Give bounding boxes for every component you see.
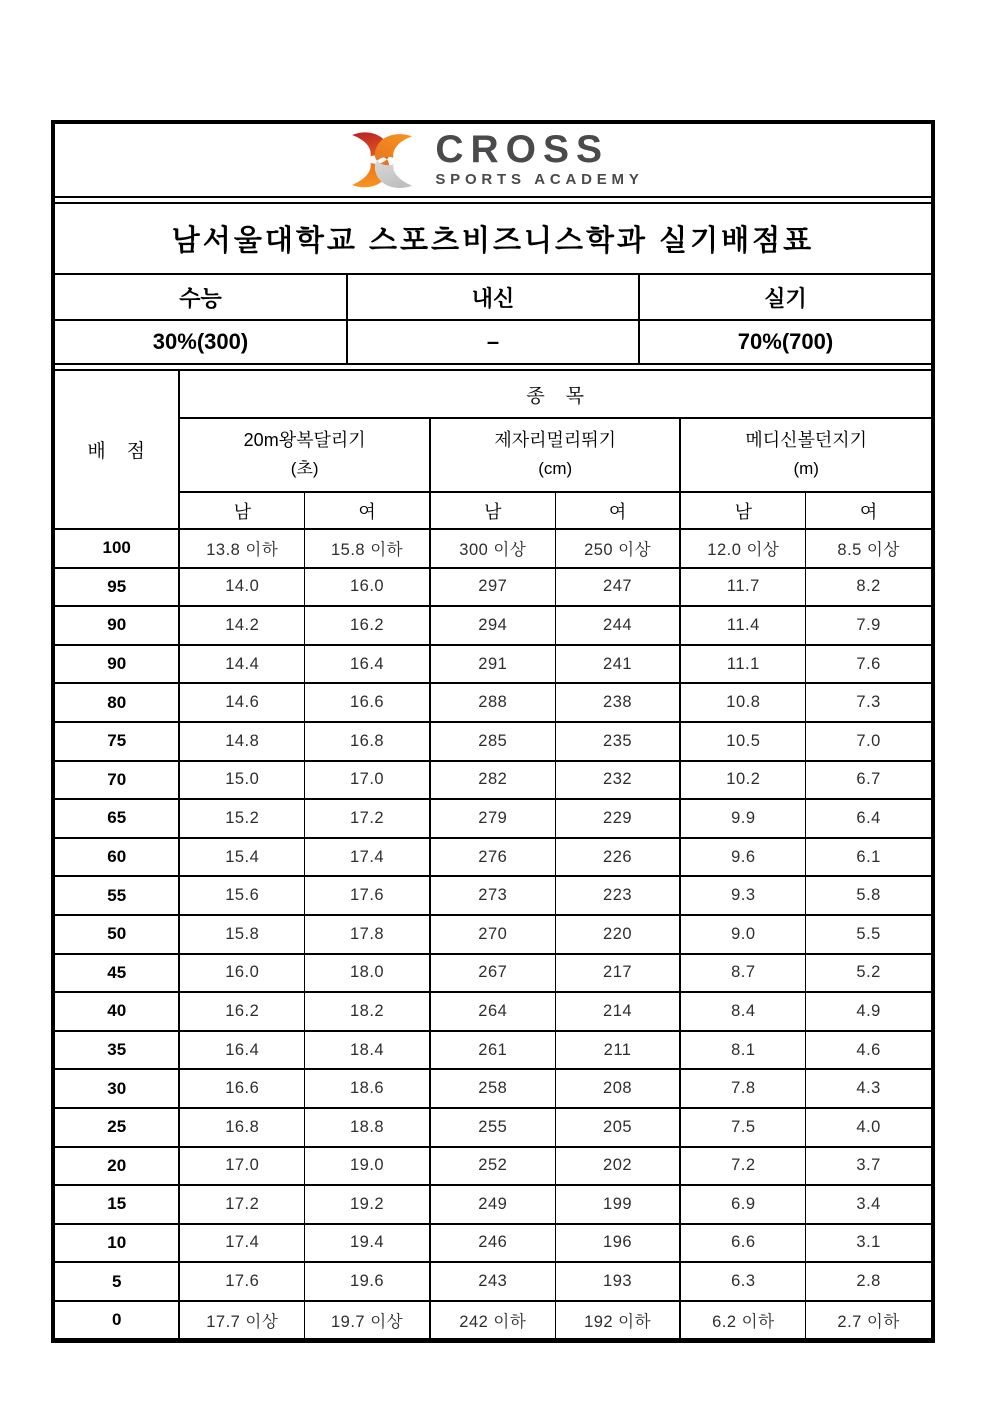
record-cell: 18.8	[305, 1108, 430, 1147]
record-cell: 12.0 이상	[680, 529, 805, 568]
record-cell: 17.0	[179, 1147, 304, 1186]
ratio-header-suneung: 수능	[55, 275, 347, 320]
record-cell: 17.4	[305, 838, 430, 877]
record-cell: 238	[555, 683, 680, 722]
record-cell: 7.3	[806, 683, 931, 722]
record-cell: 208	[555, 1069, 680, 1108]
record-cell: 8.2	[806, 568, 931, 607]
record-cell: 6.7	[806, 761, 931, 800]
record-cell: 19.6	[305, 1262, 430, 1301]
record-cell: 17.0	[305, 761, 430, 800]
record-cell: 279	[430, 799, 555, 838]
record-cell: 264	[430, 992, 555, 1031]
record-cell: 15.6	[179, 876, 304, 915]
record-cell: 8.4	[680, 992, 805, 1031]
record-cell: 18.6	[305, 1069, 430, 1108]
event-unit: (초)	[290, 459, 319, 478]
record-cell: 291	[430, 645, 555, 684]
record-cell: 16.6	[305, 683, 430, 722]
record-cell: 19.2	[305, 1185, 430, 1224]
event-name: 20m왕복달리기	[243, 430, 366, 451]
score-value-cell: 65	[55, 799, 179, 838]
score-row	[55, 529, 931, 568]
record-cell: 16.8	[179, 1108, 304, 1147]
record-cell: 229	[555, 799, 680, 838]
record-cell: 8.7	[680, 954, 805, 993]
record-cell: 16.6	[179, 1069, 304, 1108]
record-cell: 14.6	[179, 683, 304, 722]
record-cell: 9.3	[680, 876, 805, 915]
record-cell: 202	[555, 1147, 680, 1186]
gender-header-row	[55, 492, 931, 529]
score-value-cell: 10	[55, 1224, 179, 1263]
record-cell: 15.0	[179, 761, 304, 800]
gender-male: 남	[179, 492, 304, 529]
score-row	[55, 722, 931, 761]
score-table-body	[55, 529, 931, 1338]
event-unit: (cm)	[538, 459, 573, 478]
record-cell: 282	[430, 761, 555, 800]
record-cell: 223	[555, 876, 680, 915]
score-row	[55, 568, 931, 607]
score-corner-label: 배 점	[55, 371, 179, 529]
score-value-cell: 95	[55, 568, 179, 607]
record-cell: 19.7 이상	[305, 1301, 430, 1339]
score-value-cell: 20	[55, 1147, 179, 1186]
record-cell: 9.6	[680, 838, 805, 877]
gender-female: 여	[806, 492, 931, 529]
score-value-cell: 35	[55, 1031, 179, 1070]
score-row	[55, 954, 931, 993]
record-cell: 3.1	[806, 1224, 931, 1263]
score-value-cell: 90	[55, 606, 179, 645]
record-cell: 249	[430, 1185, 555, 1224]
score-row	[55, 1301, 931, 1339]
record-cell: 19.4	[305, 1224, 430, 1263]
record-cell: 6.2 이하	[680, 1301, 805, 1339]
score-value-cell: 75	[55, 722, 179, 761]
record-cell: 15.8	[179, 915, 304, 954]
record-cell: 217	[555, 954, 680, 993]
record-cell: 19.0	[305, 1147, 430, 1186]
record-cell: 6.6	[680, 1224, 805, 1263]
events-group-label: 종 목	[179, 371, 931, 418]
logo-band	[55, 124, 931, 196]
record-cell: 14.0	[179, 568, 304, 607]
record-cell: 11.4	[680, 606, 805, 645]
score-value-cell: 60	[55, 838, 179, 877]
record-cell: 17.2	[305, 799, 430, 838]
record-cell: 6.4	[806, 799, 931, 838]
record-cell: 15.8 이하	[305, 529, 430, 568]
record-cell: 226	[555, 838, 680, 877]
record-cell: 10.5	[680, 722, 805, 761]
record-cell: 261	[430, 1031, 555, 1070]
record-cell: 17.6	[179, 1262, 304, 1301]
record-cell: 220	[555, 915, 680, 954]
record-cell: 288	[430, 683, 555, 722]
score-row	[55, 1108, 931, 1147]
record-cell: 8.5 이상	[806, 529, 931, 568]
record-cell: 5.8	[806, 876, 931, 915]
record-cell: 6.1	[806, 838, 931, 877]
record-cell: 242 이하	[430, 1301, 555, 1339]
record-cell: 8.1	[680, 1031, 805, 1070]
score-value-cell: 30	[55, 1069, 179, 1108]
page-title: 남서울대학교 스포츠비즈니스학과 실기배점표	[55, 204, 931, 275]
record-cell: 252	[430, 1147, 555, 1186]
score-row	[55, 876, 931, 915]
ratio-header-naesin: 내신	[347, 275, 639, 320]
record-cell: 11.7	[680, 568, 805, 607]
record-cell: 300 이상	[430, 529, 555, 568]
record-cell: 17.7 이상	[179, 1301, 304, 1339]
score-row	[55, 1031, 931, 1070]
record-cell: 247	[555, 568, 680, 607]
record-cell: 276	[430, 838, 555, 877]
record-cell: 285	[430, 722, 555, 761]
record-cell: 243	[430, 1262, 555, 1301]
score-value-cell: 50	[55, 915, 179, 954]
event-shuttle-run	[179, 418, 430, 492]
ratio-header-silgi: 실기	[639, 275, 931, 320]
record-cell: 4.6	[806, 1031, 931, 1070]
record-cell: 6.3	[680, 1262, 805, 1301]
event-names-row	[55, 418, 931, 492]
record-cell: 211	[555, 1031, 680, 1070]
score-value-cell: 45	[55, 954, 179, 993]
record-cell: 3.7	[806, 1147, 931, 1186]
record-cell: 3.4	[806, 1185, 931, 1224]
record-cell: 205	[555, 1108, 680, 1147]
record-cell: 15.2	[179, 799, 304, 838]
record-cell: 16.4	[305, 645, 430, 684]
score-value-cell: 70	[55, 761, 179, 800]
record-cell: 255	[430, 1108, 555, 1147]
score-value-cell: 40	[55, 992, 179, 1031]
record-cell: 10.2	[680, 761, 805, 800]
score-value-cell: 15	[55, 1185, 179, 1224]
record-cell: 14.4	[179, 645, 304, 684]
ratio-table	[55, 275, 931, 363]
gender-male: 남	[430, 492, 555, 529]
ratio-value-row	[55, 320, 931, 363]
record-cell: 246	[430, 1224, 555, 1263]
score-row	[55, 761, 931, 800]
record-cell: 7.9	[806, 606, 931, 645]
record-cell: 258	[430, 1069, 555, 1108]
score-value-cell: 25	[55, 1108, 179, 1147]
event-unit: (m)	[793, 459, 819, 478]
record-cell: 9.0	[680, 915, 805, 954]
record-cell: 273	[430, 876, 555, 915]
record-cell: 17.2	[179, 1185, 304, 1224]
ratio-header-row	[55, 275, 931, 320]
score-row	[55, 683, 931, 722]
ratio-table-section	[55, 275, 931, 365]
event-group-row	[55, 371, 931, 418]
record-cell: 214	[555, 992, 680, 1031]
record-cell: 17.6	[305, 876, 430, 915]
record-cell: 16.0	[305, 568, 430, 607]
record-cell: 17.4	[179, 1224, 304, 1263]
record-cell: 250 이상	[555, 529, 680, 568]
ratio-value-suneung: 30%(300)	[55, 320, 347, 363]
record-cell: 235	[555, 722, 680, 761]
score-value-cell: 55	[55, 876, 179, 915]
record-cell: 7.6	[806, 645, 931, 684]
logo-wordmark	[435, 128, 644, 188]
record-cell: 270	[430, 915, 555, 954]
record-cell: 16.2	[179, 992, 304, 1031]
record-cell: 14.2	[179, 606, 304, 645]
score-value-cell: 100	[55, 529, 179, 568]
record-cell: 7.5	[680, 1108, 805, 1147]
score-value-cell: 0	[55, 1301, 179, 1339]
cross-x-swoosh-icon	[342, 130, 422, 190]
record-cell: 7.8	[680, 1069, 805, 1108]
record-cell: 294	[430, 606, 555, 645]
event-name: 제자리멀리뛰기	[494, 430, 617, 451]
record-cell: 4.3	[806, 1069, 931, 1108]
record-cell: 18.4	[305, 1031, 430, 1070]
double-divider	[55, 196, 931, 204]
score-row	[55, 1262, 931, 1301]
record-cell: 2.7 이하	[806, 1301, 931, 1339]
score-value-cell: 5	[55, 1262, 179, 1301]
event-medicine-ball-throw	[680, 418, 931, 492]
ratio-value-silgi: 70%(700)	[639, 320, 931, 363]
record-cell: 13.8 이하	[179, 529, 304, 568]
record-cell: 241	[555, 645, 680, 684]
record-cell: 244	[555, 606, 680, 645]
gender-male: 남	[680, 492, 805, 529]
ratio-value-naesin: –	[347, 320, 639, 363]
record-cell: 7.0	[806, 722, 931, 761]
record-cell: 7.2	[680, 1147, 805, 1186]
record-cell: 16.8	[305, 722, 430, 761]
score-table-section	[55, 369, 931, 1338]
brand-name: CROSS	[435, 128, 610, 172]
score-row	[55, 799, 931, 838]
score-row	[55, 1147, 931, 1186]
record-cell: 15.4	[179, 838, 304, 877]
record-cell: 16.0	[179, 954, 304, 993]
record-cell: 6.9	[680, 1185, 805, 1224]
brand-subtitle: SPORTS ACADEMY	[435, 170, 644, 188]
event-standing-long-jump	[430, 418, 681, 492]
record-cell: 267	[430, 954, 555, 993]
gender-female: 여	[555, 492, 680, 529]
score-row	[55, 1185, 931, 1224]
score-value-cell: 90	[55, 645, 179, 684]
score-table	[55, 371, 931, 1338]
score-row	[55, 1069, 931, 1108]
record-cell: 18.0	[305, 954, 430, 993]
score-row	[55, 992, 931, 1031]
record-cell: 297	[430, 568, 555, 607]
score-value-cell: 80	[55, 683, 179, 722]
record-cell: 5.5	[806, 915, 931, 954]
record-cell: 4.0	[806, 1108, 931, 1147]
record-cell: 14.8	[179, 722, 304, 761]
record-cell: 16.2	[305, 606, 430, 645]
score-row	[55, 1224, 931, 1263]
score-row	[55, 915, 931, 954]
record-cell: 10.8	[680, 683, 805, 722]
record-cell: 193	[555, 1262, 680, 1301]
record-cell: 9.9	[680, 799, 805, 838]
score-row	[55, 606, 931, 645]
score-row	[55, 645, 931, 684]
record-cell: 196	[555, 1224, 680, 1263]
record-cell: 18.2	[305, 992, 430, 1031]
gender-female: 여	[305, 492, 430, 529]
record-cell: 11.1	[680, 645, 805, 684]
record-cell: 5.2	[806, 954, 931, 993]
scoring-sheet	[51, 120, 935, 1343]
record-cell: 192 이하	[555, 1301, 680, 1339]
record-cell: 2.8	[806, 1262, 931, 1301]
record-cell: 17.8	[305, 915, 430, 954]
score-row	[55, 838, 931, 877]
record-cell: 16.4	[179, 1031, 304, 1070]
event-name: 메디신볼던지기	[745, 430, 868, 451]
record-cell: 4.9	[806, 992, 931, 1031]
record-cell: 232	[555, 761, 680, 800]
record-cell: 199	[555, 1185, 680, 1224]
